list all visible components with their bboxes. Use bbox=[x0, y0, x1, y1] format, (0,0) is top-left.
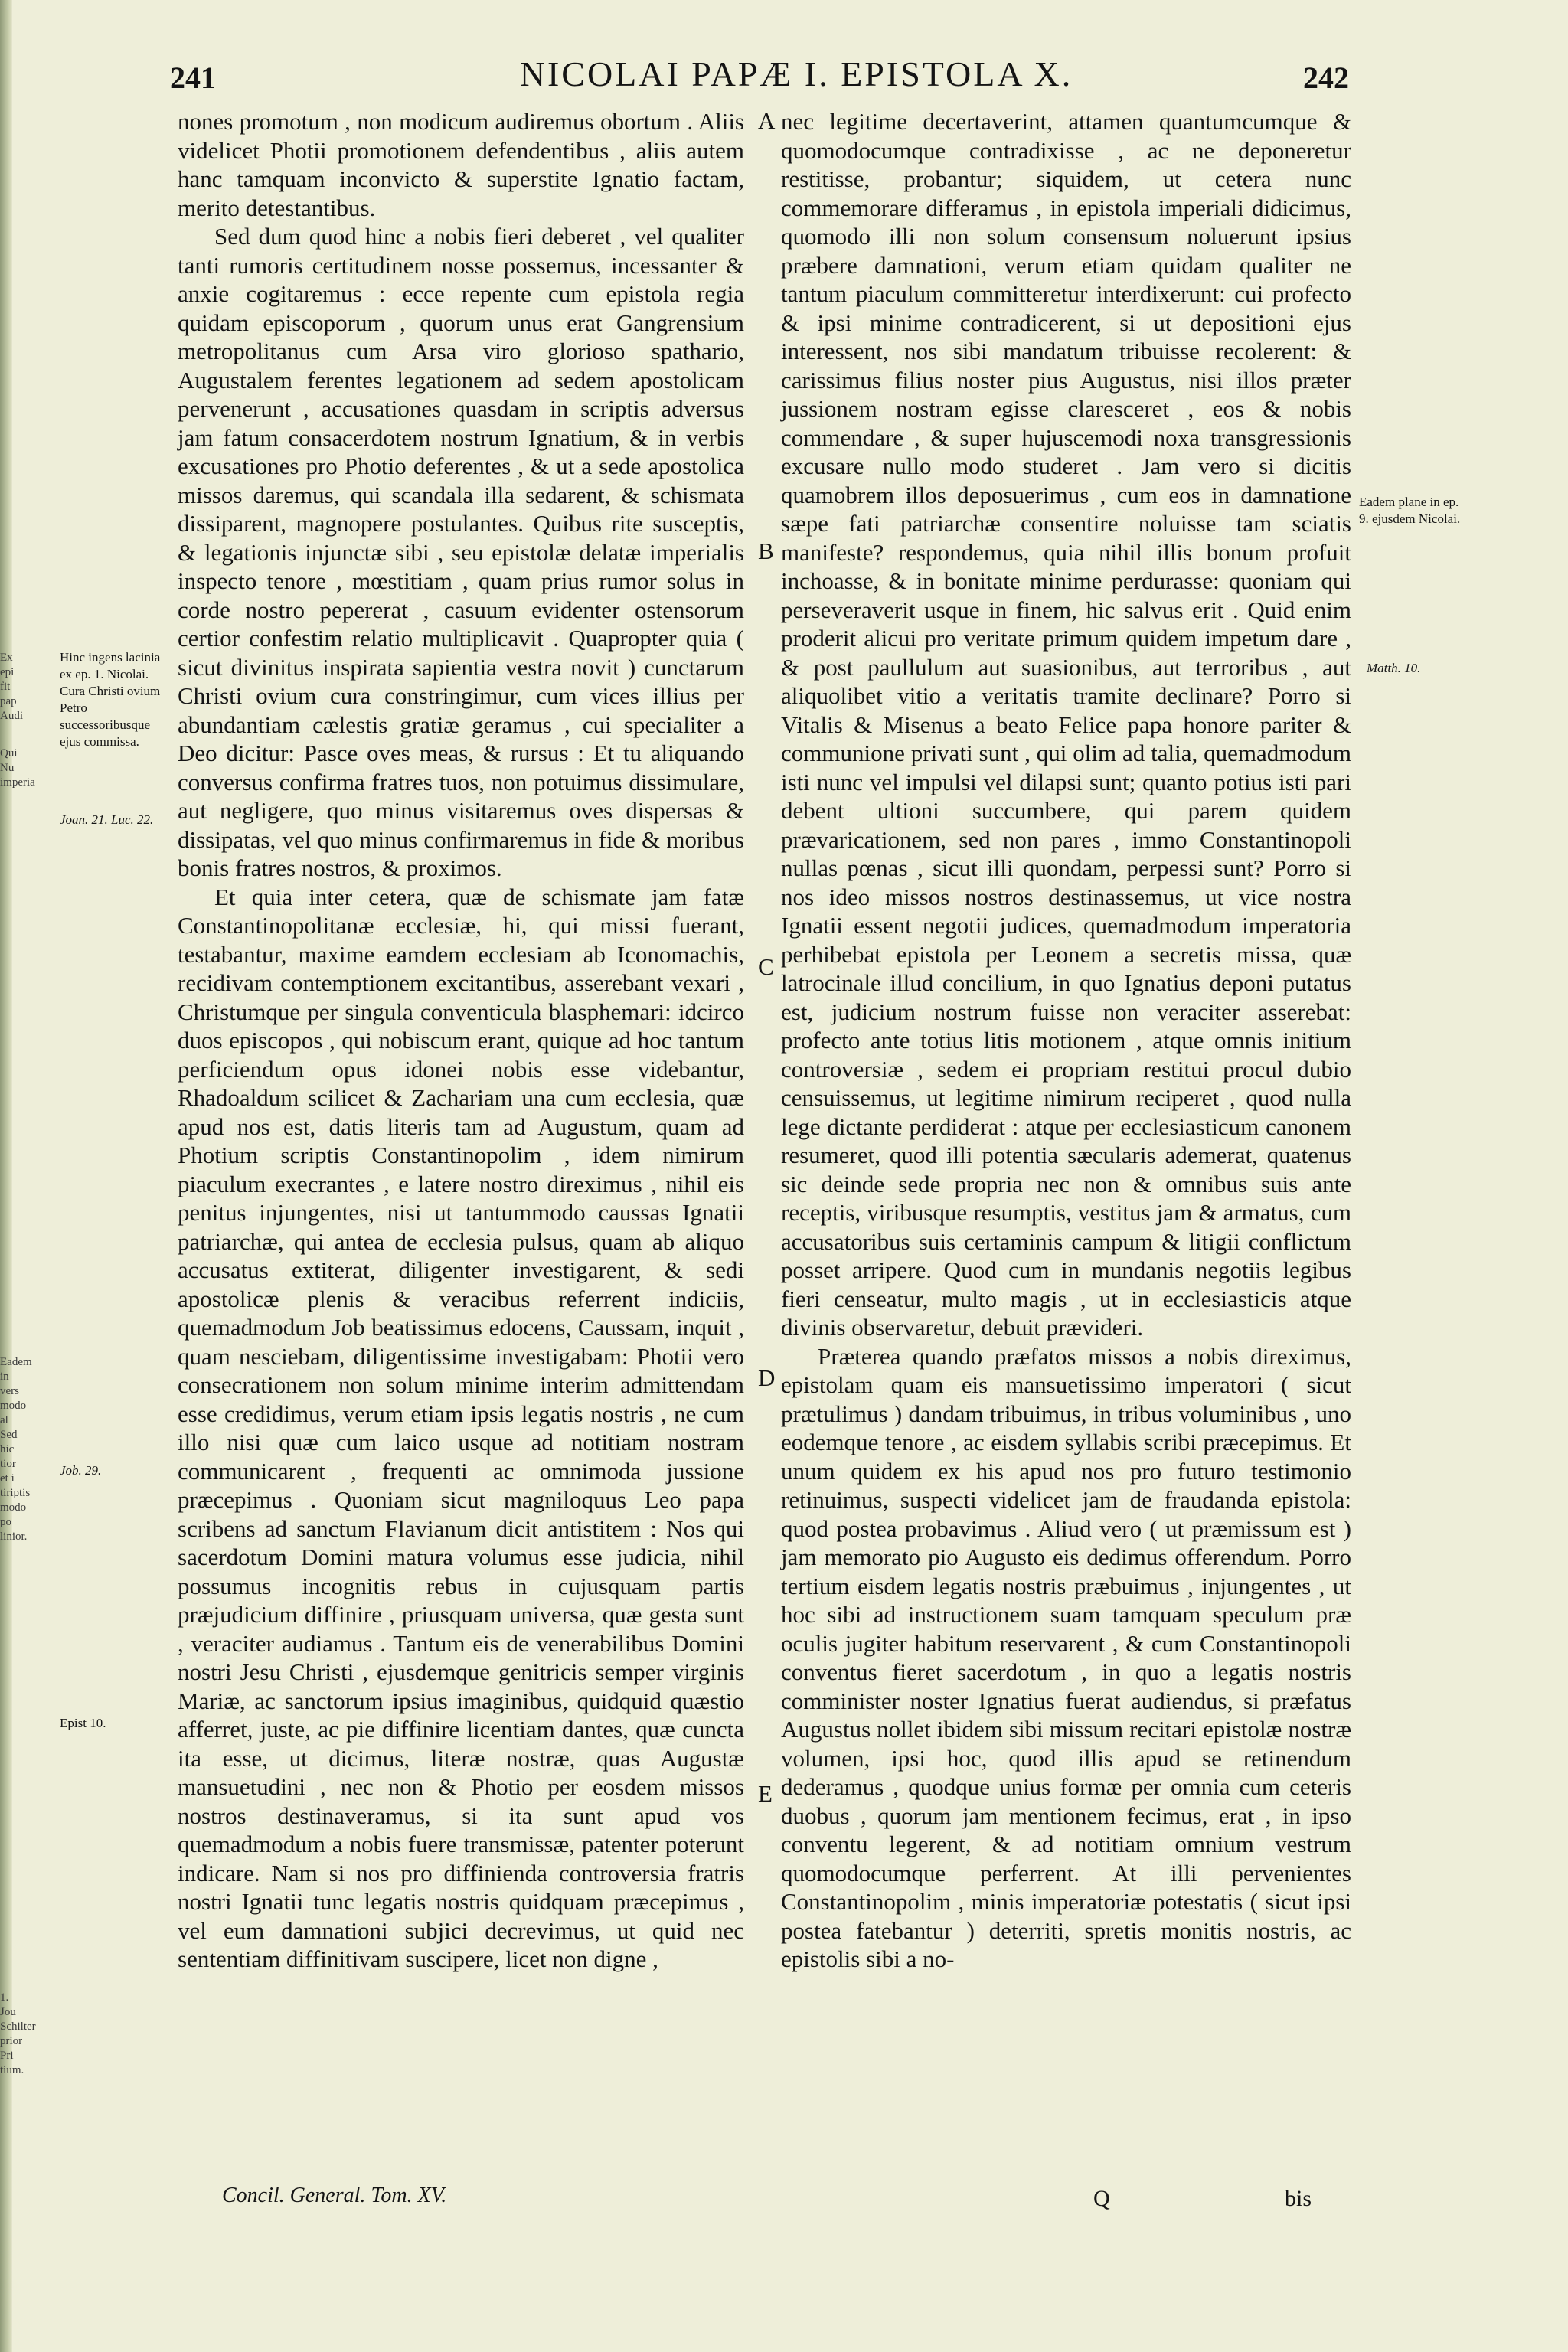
margin-note: Joan. 21. Luc. 22. bbox=[60, 812, 154, 827]
left-column bbox=[178, 107, 744, 1974]
adjacent-page-text: Eadem in vers modo al Sed hic tior et i tiriptis modo po linior. bbox=[0, 1356, 32, 1543]
right-column bbox=[781, 107, 1351, 1974]
paragraph: Præterea quando præfatos missos a nobis direximus, epistolam quam eis mansuetissimo imperatori ( sicut prætulimus ) dandam tribuimus, in tribus voluminibus , uno eodemque tenore , ac eisdem syllabis scribi præcepimus. Et unum quidem ex his apud nos pro futuro testimonio retinuimus, suspecti videlicet jam de fraudanda epistola: quod postea probavimus . Aliud vero ( ut præmissum est ) jam memorato pio Augusto eis dedimus offerendum. Porro tertium eisdem legatis nostris præbuimus , injungentes , ut hoc sibi ad instructionem suam tamquam speculum præ oculis jugiter habitum reservarent , & cum Constantinopoli conventus fieret sacerdotum , in quo a legatis nostris comminister noster Ignatius fuerat audiendus, si præfatus Augustus nollet ibidem sibi missum recitari epistolæ nostræ volumen, ipsi hoc, quod illis apud se retinendum dederamus , quodque unius formæ per omnia cum ceteris duobus , quorum jam mentionem fecimus, erat , in ipso conventu legerent, & ad notitiam omnium vestrum quomodocumque perferrent. At illi pervenientes Constantinopolim , minis imperatoriæ potestatis ( sicut ipsi postea fatebantur ) deterriti, spretis monitis nostris, ac epistolis sibi a no- bbox=[781, 1342, 1351, 1972]
margin-note: Hinc ingens lacinia ex ep. 1. Nicolai. Cura Christi ovium Petro successoribusque ejus commissa. bbox=[60, 650, 161, 749]
catchword: bis bbox=[1285, 2186, 1312, 2211]
paragraph: nones promotum , non modicum audiremus obortum . Aliis videlicet Photii promotionem defendentibus , aliis autem hanc tamquam inconvicto & superstite Ignatio factam, merito detestantibus. bbox=[178, 108, 744, 221]
section-letter-c: C bbox=[758, 953, 774, 980]
section-letter-d: D bbox=[758, 1364, 776, 1391]
running-title: NICOLAI PAPÆ I. EPISTOLA X. bbox=[519, 54, 1073, 93]
adjacent-page-text: Qui Nu imperia bbox=[0, 747, 35, 789]
adjacent-page-text: 1. Jou Schilter prior Pri tium. bbox=[0, 1991, 36, 2076]
paragraph: Et quia inter cetera, quæ de schismate jam fatæ Constantinopolitanæ ecclesiæ, hi, qui missi fuerant, testabantur, maxime eamdem ecclesiam ab Iconomachis, recidivam contemptionem excitantibus, asserebant vexari , Christumque per singula conventicula blasphemari: idcirco duos episcopos , qui nobiscum erant, quique ad hoc tantum perficiendum opus idonei nobis esse videbantur, Rhadoaldum scilicet & Zachariam una cum ecclesia, quæ apud nos est, datis literis tam ad Augustum, quam ad Photium scriptis Constantinopolim , idem nimirum piaculum execrantes , e latere nostro direximus , nihil eis penitus injungentes, nisi ut tantummodo caussas Ignatii patriarchæ, qui antea de ecclesia pulsus, quam ab aliquo accusatus extiterat, diligenter investigarent, & sedi apostolicæ plenis & veracibus referrent indiciis, quemadmodum Job beatissimus edocens, Caussam, inquit , quam nesciebam, diligentissime investigabam: Photii vero consecrationem non solum minime interim admittendam esse credidimus, verum etiam ipsis legatis nostris , ne cum illo nisi quæ cum laico usque ad notitiam nostram communicarent , frequenti ac omnimoda jussione præcepimus . Quoniam sicut magniloquus Leo papa scribens ad sanctum Flavianum dicit antistitem : Nos qui sacerdotum Domini matura volumus esse judicia, nihil possumus incognitis rebus in cujusquam partis præjudicium diffinire , priusquam universa, quæ gesta sunt , veraciter audiamus . Tantum eis de venerabilibus Domini nostri Jesu Christi , ejusdemque genitricis semper virginis Mariæ, ac sanctorum ipsius imaginibus, quidquid quæstio afferret, juste, ac pie diffinire licentiam dantes, quæ cuncta ita esse, ut dicimus, literæ nostræ, quas Augustæ mansuetudini , nec non & Photio per eosdem missos nostros destinaveramus, si ita sunt apud vos quemadmodum a nobis fuere transmissæ, patenter poterunt indicare. Nam si nos pro diffinienda controversia fratris nostri Ignatii tunc legatis nostris quidquam præcepimus , vel eum damnationi subjici decrevimus, ut quid nec sententiam diffinitivam suscipere, licet non digne , bbox=[178, 883, 744, 1972]
section-letter-e: E bbox=[758, 1780, 773, 1807]
right-page-number: 242 bbox=[1303, 60, 1349, 95]
margin-note: Epist 10. bbox=[60, 1716, 106, 1730]
left-page-number: 241 bbox=[170, 60, 216, 95]
margin-note: Matth. 10. bbox=[1367, 661, 1421, 675]
adjacent-page-text: Ex epi fit pap Audi bbox=[0, 652, 23, 722]
section-letter-a: A bbox=[758, 107, 776, 134]
paragraph: Sed dum quod hinc a nobis fieri deberet , vel qualiter tanti rumoris certitudinem nosse possemus, incessanter & anxie cogitaremus : ecce repente cum epistola regia quidam episcoporum , quorum unus erat Gangrensium metropolitanus cum Arsa viro glorioso spathario, Augustalem ferentes legationem ad sedem apostolicam pervenerunt , accusationes quasdam in scriptis adversus jam fatum consacerdotem nostrum Ignatium, & in verbis excusationes pro Photio deferentes , & ut a sede apostolica missos daremus, qui scandala illa sedarent, & schismata dissiparent, magnopere postulantes. Quibus rite susceptis, & legationis injunctæ sibi , seu epistolæ delatæ imperialis inspecto tenore , mœstitiam , quam prius rumor solus in corde nostro pepererat , casuum evidenter ostensorum certior confestim relatio multiplicavit . Quapropter quia ( sicut divinitus inspirata sapientia vestra novit ) cunctarum Christi ovium cura constringimur, cum vices illius per abundantiam cælestis gratiæ geramus , cui specialiter a Deo dicitur: Pasce oves meas, & rursus : Et tu aliquando conversus confirma fratres tuos, non potuimus dissimulare, aut negligere, quo minus visitaremus oves dispersas & dissipatas, vel quo minus confirmaremus in fide & moribus bonis fratres nostros, & proximos. bbox=[178, 223, 744, 881]
margin-note: Job. 29. bbox=[60, 1463, 102, 1478]
section-letter-b: B bbox=[758, 537, 774, 564]
paragraph: nec legitime decertaverint, attamen quantumcumque & quomodocumque contradixisse , ac ne deponeretur restitisse, probantur; siquidem, ut cetera nunc commemorare differamus , in epistola imperiali didicimus, quomodo illi non solum consensum noluerunt ipsius præbere damnationi, verum etiam quidam qualiter ne tantum piaculum committeretur interdixerunt: cui profecto & ipsi minime contradicerent, si ut depositioni ejus interessent, nos sibi mandatum tribuisse recolerent: & carissimus filius noster pius Augustus, nisi illos præter jussionem nostram egisse claresceret , eos & nobis commendare , & super hujuscemodi noxa transgressionis excusare nullo modo studeret . Jam vero si dicitis quamobrem illos deposuerimus , cum eos in damnatione sæpe fati patriarchæ consentire noluisse tam sciatis manifeste? respondemus, quia nihil illis bonum profuit inchoasse, & in bonitate minime perdurasse: quoniam qui perseveraverit usque in finem, hic salvus erit . Quid enim proderit alicui pro veritate primum quidem impetum dare , & post paullulum aut suasionibus, aut terroribus , aut aliquolibet vitio a veritatis tramite declinare? Porro si Vitalis & Misenus a beato Felice papa honore pariter & communione privati sunt , qui olim ad talia, quemadmodum isti nunc vel impulsi vel dilapsi sunt; quanto potius isti pari debent ultioni succumbere, qui parem quidem prævaricationem, sed non pares , immo Constantinopoli nullas pœnas , sicut illi quondam, perpessi sunt? Porro si nos ideo missos nostros destinassemus, ut vice nostra Ignatii essent negotii judices, quemadmodum imperatoria perhibebat epistola per Leonem a secretis missa, quæ latrocinale illud concilium, in quo Ignatius deponi putatus est, judicium nostrum fuisse non veraciter asserebat: profecto ante totius litis motionem , atque omnis initium controversiæ , sedem ei propriam restitui procul dubio censuissemus, ut legitime nimirum reciperet , quod nulla lege dictante perdiderat : atque per ecclesiasticum canonem resumeret, quod illi potentia sæcularis ademerat, quatenus sic deinde sede propria nec non & omnibus suis ante receptis, viribusque resumptis, vestitus jam & armatus, cum accusatoribus suis certaminis campum & litigii conflictum posset arripere. Quod cum in mundanis negotiis legibus fieri censeatur, multo magis , ut in ecclesiasticis atque divinis observaretur, debuit prævideri. bbox=[781, 108, 1351, 1341]
signature-line: Concil. General. Tom. XV. bbox=[222, 2184, 447, 2207]
margin-note: Eadem plane in ep. 9. ejusdem Nicolai. bbox=[1359, 495, 1461, 526]
quire-mark: Q bbox=[1093, 2186, 1110, 2211]
